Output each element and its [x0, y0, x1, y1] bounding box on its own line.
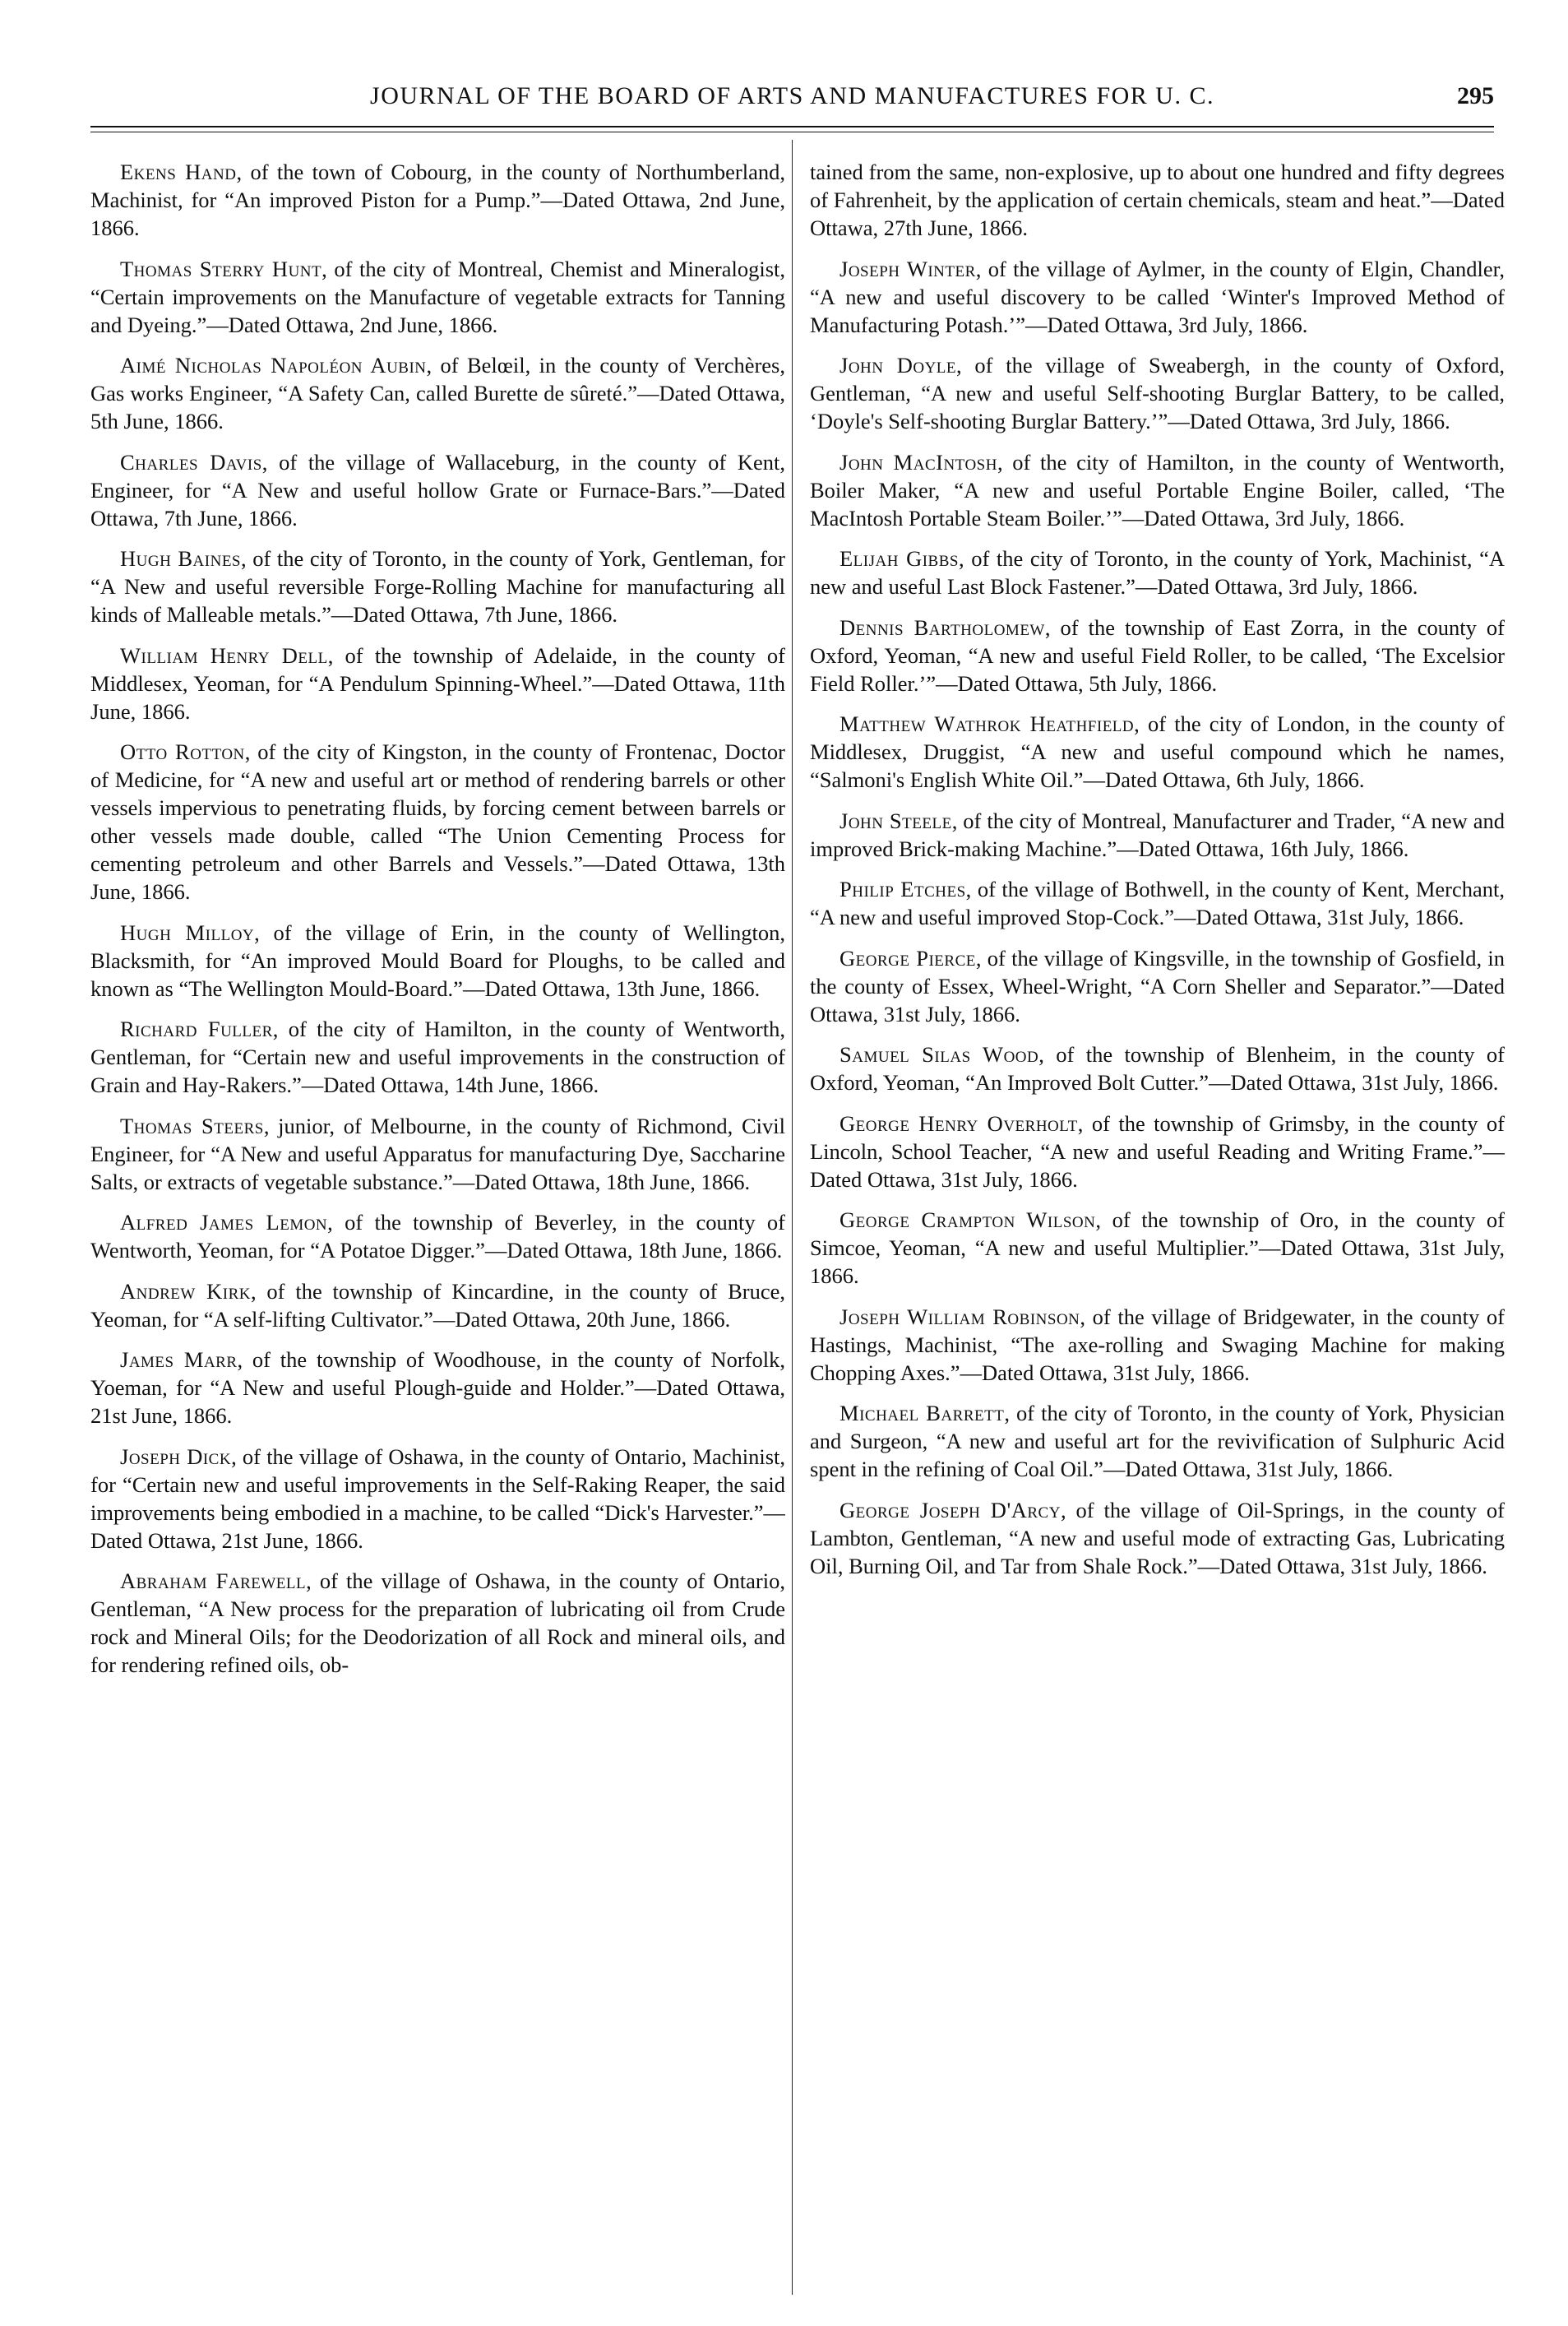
patent-description: , of the village of Oshawa, in the county of Ontario, Machinist, for “Certain new and useful improvements in the Self-Raking Reaper, the said improvements being embodied in a machine, to be called “Dick's Harvester.”—Dated Ottawa, 21st June, 1866.	[90, 1443, 785, 1553]
patent-description: , of the township of East Zorra, in the county of Oxford, Yeoman, “A new and useful Field Roller, to be called, ‘The Excelsior Field Roller.’”—Dated Ottawa, 5th July, 1866.	[810, 614, 1505, 696]
patent-description: , of the city of Montreal, Chemist and Mineralogist, “Certain improvements on the Manufacture of vegetable extracts for Tanning and Dyeing.”—Dated Ottawa, 2nd June, 1866.	[90, 256, 785, 337]
patent-entry	[810, 807, 1505, 863]
patent-description: , of the city of Toronto, in the county of York, Physician and Surgeon, “A new and useful art for the revivification of Sulphuric Acid spent in the refining of Coal Oil.”—Dated Ottawa, 31st July, 1866.	[810, 1401, 1505, 1481]
patent-description: tained from the same, non-explosive, up to about one hundred and fifty degrees of Fahrenheit, by the application of certain chemicals, steam and heat.”—Dated Ottawa, 27th June, 1866.	[810, 160, 1505, 240]
patentee-name: Dennis Bartholomew	[840, 614, 1045, 640]
patent-entry	[90, 1015, 785, 1099]
column-divider	[792, 140, 793, 2295]
patentee-name: Joseph Dick	[120, 1443, 232, 1469]
patentee-name: Hugh Milloy	[120, 920, 255, 945]
patentee-name: Aimé Nicholas Napoléon Aubin	[120, 353, 427, 378]
patent-description: , of the township of Grimsby, in the county of Lincoln, School Teacher, “A new and useful Reading and Writing Frame.”—Dated Ottawa, 31st July, 1866.	[810, 1110, 1505, 1192]
patent-description: , of the village of Wallaceburg, in the county of Kent, Engineer, for “A New and useful hollow Grate or Furnace-Bars.”—Dated Ottawa, 7th June, 1866.	[90, 449, 785, 531]
patent-entry	[90, 919, 785, 1003]
patent-description: , of the village of Oshawa, in the county of Ontario, Gentleman, “A New process for the preparation of lubricating oil from Crude rock and Mineral Oils; for the Deodorization of all Rock and mineral oils, and for rendering refined oils, ob-	[90, 1568, 785, 1677]
patent-description: , of the town of Cobourg, in the county of Northumberland, Machinist, for “An improved Piston for a Pump.”—Dated Ottawa, 2nd June, 1866.	[90, 160, 785, 240]
patent-description: , of the village of Kingsville, in the township of Gosfield, in the county of Essex, Wheel-Wright, “A Corn Sheller and Separator.”—Dated Ottawa, 31st July, 1866.	[810, 945, 1505, 1026]
patent-description: , of the village of Sweabergh, in the county of Oxford, Gentleman, “A new and useful Self-shooting Burglar Battery, to be called, ‘Doyle's Self-shooting Burglar Battery.’”—Dated Ottawa, 3rd July, 1866.	[810, 353, 1505, 433]
patentee-name: Joseph Winter	[840, 256, 976, 281]
patent-description: , of the village of Bridgewater, in the county of Hastings, Machinist, “The axe-rolling and Swaging Machine for making Chopping Axes.”—Dated Ottawa, 31st July, 1866.	[810, 1304, 1505, 1385]
patent-entry	[810, 1040, 1505, 1096]
patent-entry	[810, 1110, 1505, 1193]
patentee-name: William Henry Dell	[120, 642, 328, 668]
patentee-name: Thomas Sterry Hunt	[120, 256, 322, 281]
patent-description: , of Belœil, in the county of Verchères, Gas works Engineer, “A Safety Can, called Burette de sûreté.”—Dated Ottawa, 5th June, 1866.	[90, 353, 785, 433]
patent-description: , of the village of Aylmer, in the county of Elgin, Chandler, “A new and useful discovery to be called ‘Winter's Improved Method of Manufacturing Potash.’”—Dated Ottawa, 3rd July, 1866.	[810, 256, 1505, 337]
patent-entry	[810, 710, 1505, 794]
patent-entry	[810, 1303, 1505, 1387]
patent-entry	[810, 158, 1505, 242]
right-column	[810, 158, 1505, 2296]
patentee-name: Ekens Hand	[120, 160, 237, 184]
patent-description: , of the village of Bothwell, in the county of Kent, Merchant, “A new and useful improved Stop-Cock.”—Dated Ottawa, 31st July, 1866.	[810, 877, 1505, 929]
patent-description: , of the city of Kingston, in the county of Frontenac, Doctor of Medicine, for “A new and useful art or method of rendering barrels or other vessels impervious to penetrating fluids, by forcing cement between barrels or other vessels made double, called “The Union Cementing Process for cementing petroleum and other Barrels and Vessels.”—Dated Ottawa, 13th June, 1866.	[90, 739, 785, 904]
patent-description: , of the township of Adelaide, in the county of Middlesex, Yeoman, for “A Pendulum Spinning-Wheel.”—Dated Ottawa, 11th June, 1866.	[90, 642, 785, 724]
patentee-name: Philip Etches	[840, 877, 966, 901]
patentee-name: Abraham Farewell	[120, 1568, 307, 1593]
patentee-name: Alfred James Lemon	[120, 1210, 328, 1235]
patentee-name: John MacIntosh	[840, 449, 997, 475]
patent-entry	[90, 1277, 785, 1333]
patent-description: , of the township of Beverley, in the county of Wentworth, Yeoman, for “A Potatoe Digger.”—Dated Ottawa, 18th June, 1866.	[90, 1210, 785, 1263]
patent-description: , junior, of Melbourne, in the county of Richmond, Civil Engineer, for “A New and useful Apparatus for manufacturing Dye, Saccharine Salts, or extracts of vegetable substance.”—Dated Ottawa, 18th June, 1866.	[90, 1113, 785, 1194]
running-header	[90, 82, 1494, 123]
patentee-name: Elijah Gibbs	[840, 546, 959, 571]
patent-entry	[810, 875, 1505, 931]
left-column	[90, 158, 785, 2296]
journal-title: JOURNAL OF THE BOARD OF ARTS AND MANUFACTURES FOR U. C.	[370, 82, 1214, 109]
page-number: 295	[1457, 82, 1494, 109]
patent-description: , of the township of Woodhouse, in the county of Norfolk, Yoeman, for “A New and useful Plough-guide and Holder.”—Dated Ottawa, 21st June, 1866.	[90, 1347, 785, 1428]
patentee-name: George Joseph D'Arcy	[840, 1497, 1061, 1522]
patent-entry	[90, 158, 785, 242]
patent-description: , of the village of Erin, in the county of Wellington, Blacksmith, for “An improved Mould Board for Ploughs, to be called and known as “The Wellington Mould-Board.”—Dated Ottawa, 13th June, 1866.	[90, 920, 785, 1001]
patentee-name: James Marr	[120, 1347, 238, 1372]
patentee-name: Samuel Silas Wood	[840, 1042, 1039, 1067]
patentee-name: Andrew Kirk	[120, 1278, 251, 1304]
patent-description: , of the city of Hamilton, in the county of Wentworth, Boiler Maker, “A new and useful Portable Engine Boiler, called, ‘The MacIntosh Portable Steam Boiler.’”—Dated Ottawa, 3rd July, 1866.	[810, 449, 1505, 531]
patent-description: , of the village of Oil-Springs, in the county of Lambton, Gentleman, “A new and useful mode of extracting Gas, Lubricating Oil, Burning Oil, and Tar from Shale Rock.”—Dated Ottawa, 31st July, 1866.	[810, 1497, 1505, 1578]
patentee-name: Otto Rotton	[120, 739, 245, 764]
patent-entry	[810, 448, 1505, 532]
patent-description: , of the city of London, in the county of Middlesex, Druggist, “A new and useful compound which he names, “Salmoni's English White Oil.”—Dated Ottawa, 6th July, 1866.	[810, 711, 1505, 792]
patent-entry	[90, 544, 785, 628]
patent-description: , of the township of Kincardine, in the county of Bruce, Yeoman, for “A self-lifting Cultivator.”—Dated Ottawa, 20th June, 1866.	[90, 1278, 785, 1332]
patentee-name: George Crampton Wilson	[840, 1207, 1096, 1232]
patentee-name: John Doyle	[840, 353, 957, 378]
patent-entry	[90, 642, 785, 725]
patent-entry	[90, 1208, 785, 1264]
patent-entry	[810, 1206, 1505, 1290]
patent-entry	[90, 738, 785, 906]
patent-entry	[810, 614, 1505, 697]
patent-entry	[810, 944, 1505, 1028]
patent-entry	[810, 544, 1505, 600]
patent-description: , of the township of Blenheim, in the county of Oxford, Yeoman, “An Improved Bolt Cutter.”—Dated Ottawa, 31st July, 1866.	[810, 1042, 1505, 1095]
patentee-name: George Pierce	[840, 945, 976, 971]
patentee-name: Michael Barrett	[840, 1401, 1005, 1425]
patentee-name: Richard Fuller	[120, 1017, 273, 1041]
patent-entry	[810, 351, 1505, 435]
patentee-name: Charles Davis	[120, 449, 262, 475]
patent-description: , of the township of Oro, in the county of Simcoe, Yeoman, “A new and useful Multiplier.”—Dated Ottawa, 31st July, 1866.	[810, 1207, 1505, 1288]
patentee-name: Matthew Wathrok Heathfield	[840, 711, 1135, 736]
header-rule	[90, 126, 1494, 127]
patent-entry	[90, 1112, 785, 1196]
patentee-name: Hugh Baines	[120, 546, 242, 571]
patent-entry	[90, 255, 785, 339]
patent-entry	[90, 1346, 785, 1429]
patent-entry	[90, 448, 785, 532]
patentee-name: Joseph William Robinson	[840, 1304, 1080, 1329]
patent-description: , of the city of Montreal, Manufacturer and Trader, “A new and improved Brick-making Machine.”—Dated Ottawa, 16th July, 1866.	[810, 808, 1505, 861]
patent-entry	[810, 255, 1505, 339]
patentee-name: John Steele	[840, 808, 952, 833]
patent-entry	[810, 1496, 1505, 1580]
patent-description: , of the city of Toronto, in the county of York, Machinist, “A new and useful Last Block Fastener.”—Dated Ottawa, 3rd July, 1866.	[810, 546, 1505, 599]
patent-description: , of the city of Hamilton, in the county of Wentworth, Gentleman, for “Certain new and useful improvements in the construction of Grain and Hay-Rakers.”—Dated Ottawa, 14th June, 1866.	[90, 1017, 785, 1097]
patent-entry	[90, 1443, 785, 1555]
patentee-name: Thomas Steers	[120, 1113, 264, 1138]
patent-entry	[90, 351, 785, 435]
patent-entry	[90, 1567, 785, 1679]
patent-description: , of the city of Toronto, in the county of York, Gentleman, for “A New and useful reversible Forge-Rolling Machine for manufacturing all kinds of Malleable metals.”—Dated Ottawa, 7th June, 1866.	[90, 546, 785, 627]
patentee-name: George Henry Overholt	[840, 1110, 1078, 1136]
patent-entry	[810, 1399, 1505, 1483]
